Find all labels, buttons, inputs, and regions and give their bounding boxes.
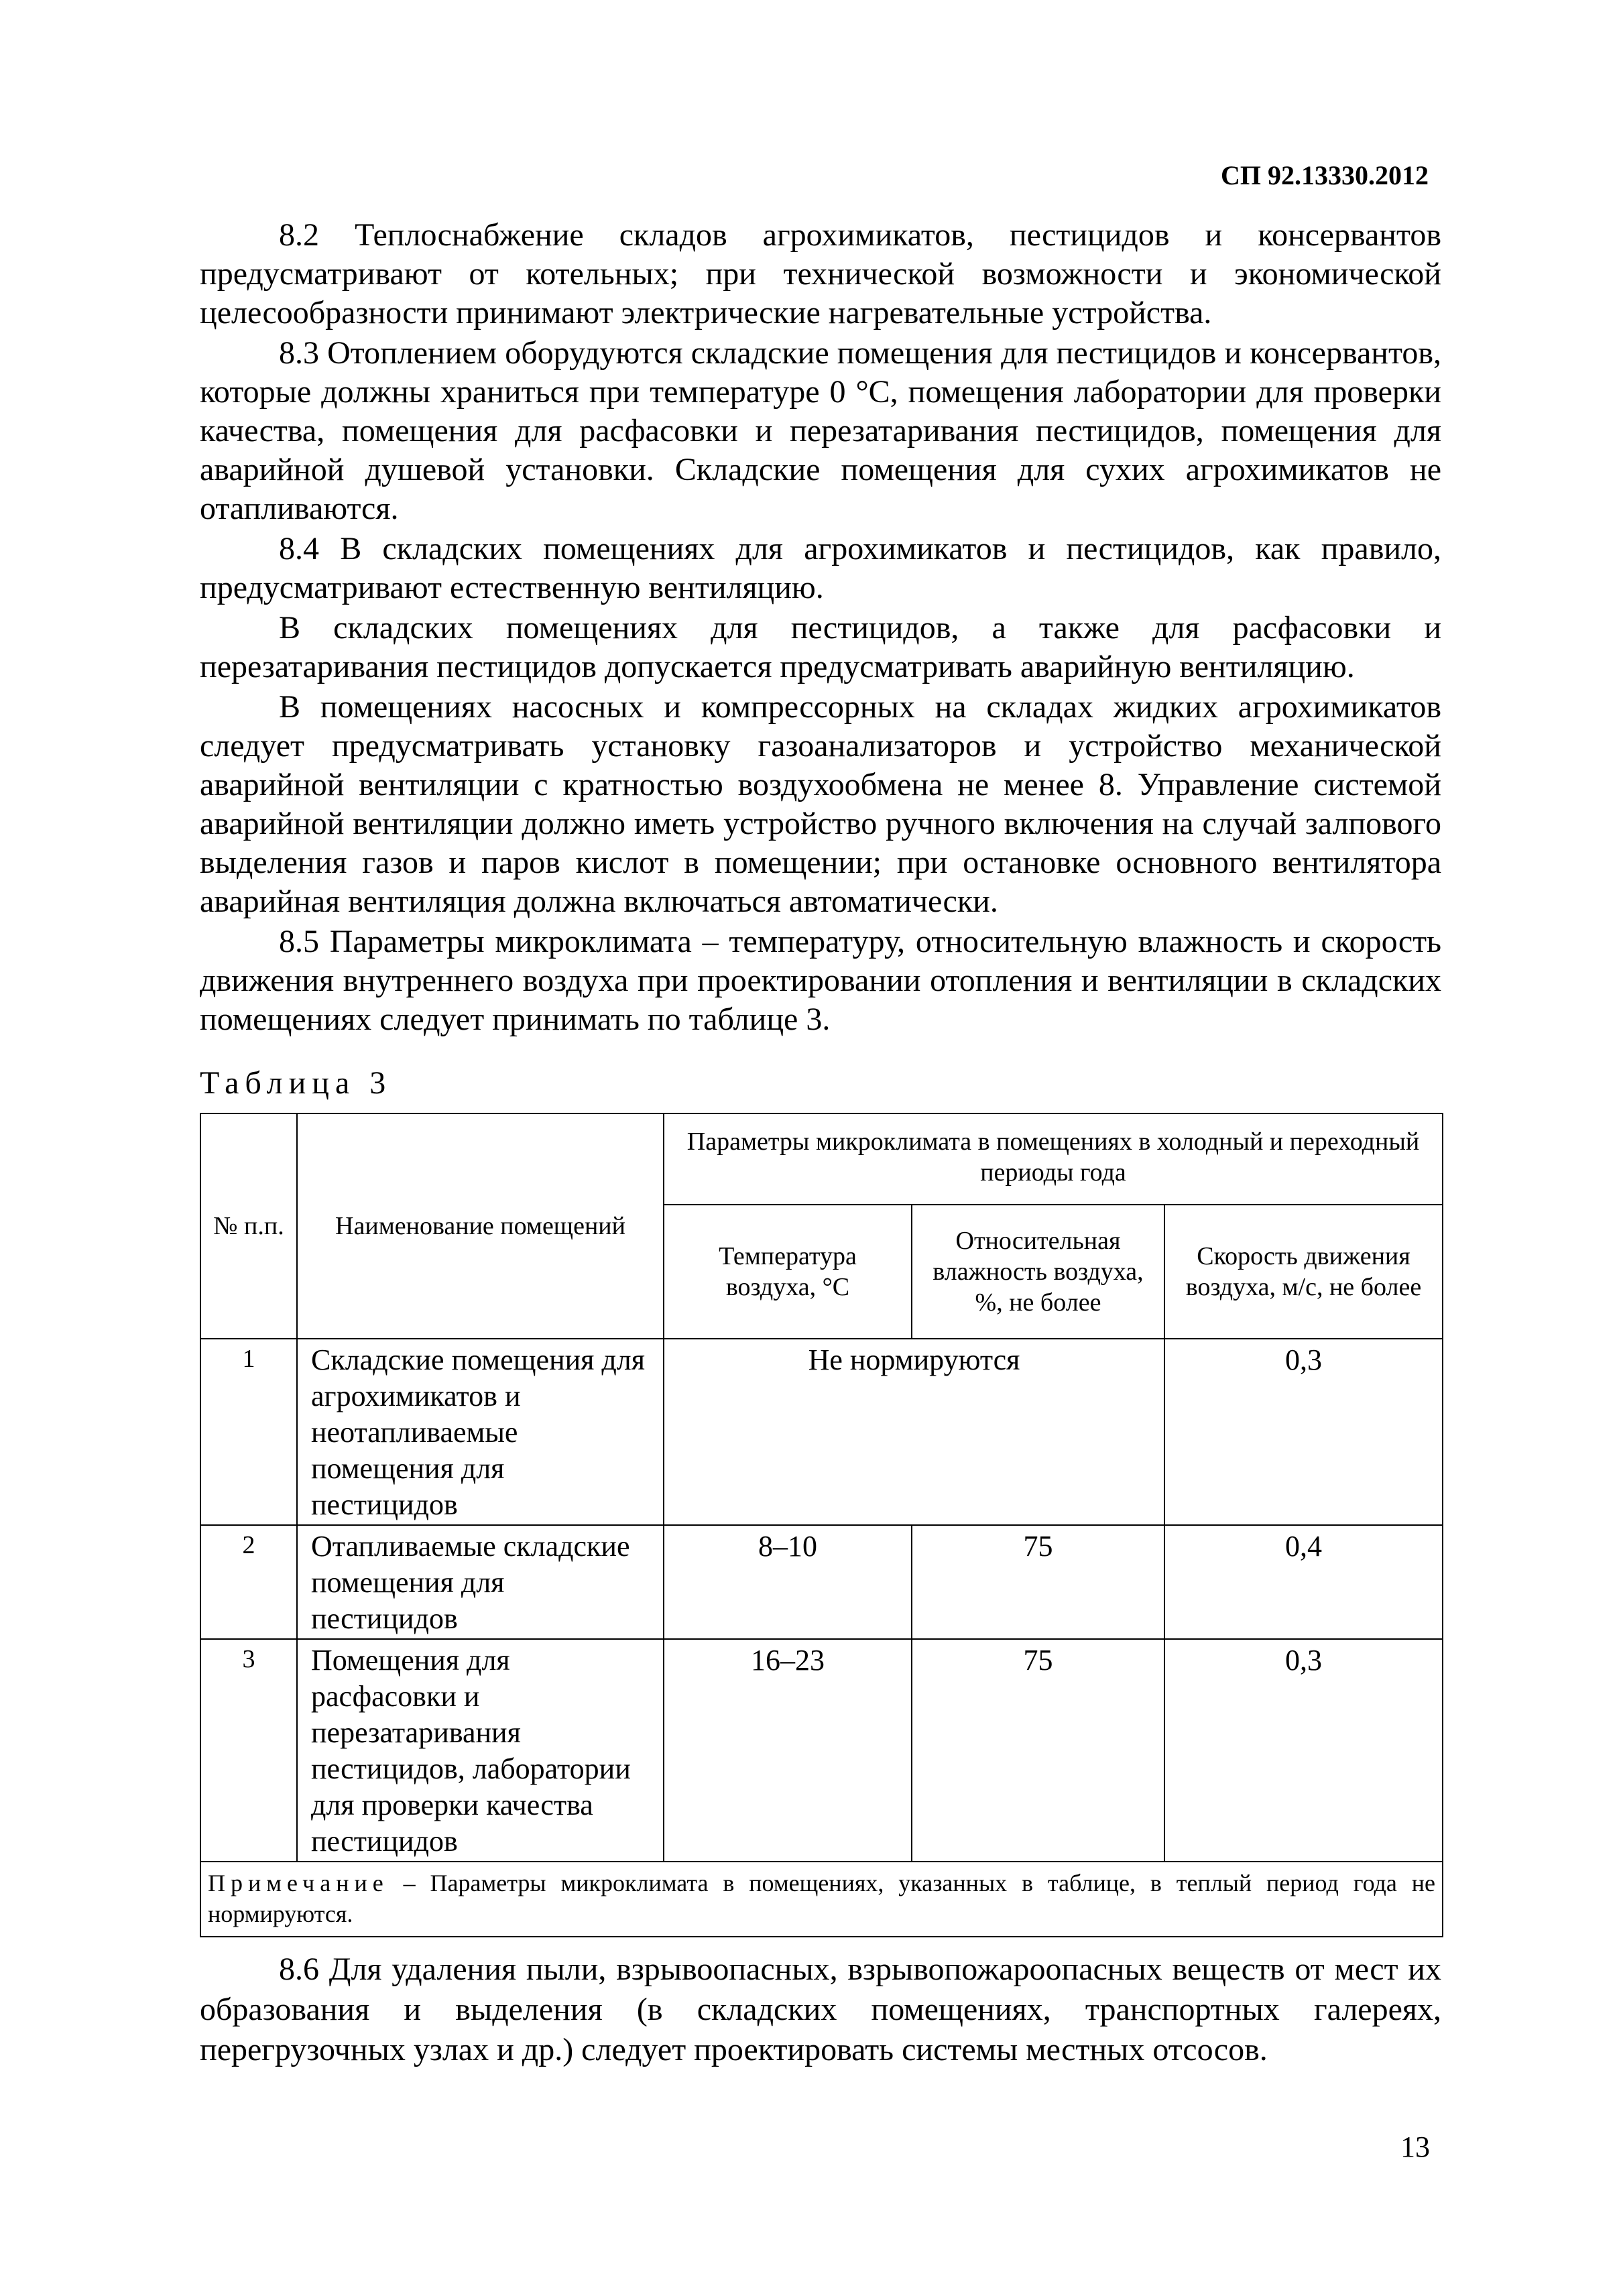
row-humidity: 75 <box>912 1639 1164 1862</box>
header-speed: Скорость движения воздуха, м/с, не более <box>1164 1205 1443 1339</box>
row-num: 3 <box>200 1639 297 1862</box>
table-row <box>200 1525 1443 1639</box>
paragraph-8-4: 8.4 В складских помещениях для агрохимикатов и пестицидов, как правило, предусматривают естественную вентиляцию. <box>200 531 1441 605</box>
table-caption: Таблица 3 <box>200 1065 392 1101</box>
table-note <box>200 1862 1443 1937</box>
paragraph-8-4-c: В помещениях насосных и компрессорных на складах жидких агрохимикатов следует предусматривать установку газоанализаторов и устройство механической аварийной вентиляции с кратностью воздухообмена не менее 8. Управление системой аварийной вентиляции должно иметь устройство ручного включения на случай залпового выделения газов и паров кислот в помещении; при остановке основного вентилятора аварийная вентиляция должна включаться автоматически. <box>200 689 1441 919</box>
body-text <box>200 216 1441 1040</box>
row-num: 2 <box>200 1525 297 1639</box>
row-humidity: 75 <box>912 1525 1164 1639</box>
row-name: Помещения для расфасовки и перезатаривания пестицидов, лаборатории для проверки качества пестицидов <box>297 1639 664 1862</box>
note-text: – Параметры микроклимата в помещениях, указанных в таблице, в теплый период года не нормируются. <box>208 1870 1435 1927</box>
row-temp: 16–23 <box>664 1639 912 1862</box>
header-humidity: Относительная влажность воздуха, %, не более <box>912 1205 1164 1339</box>
table-row <box>200 1339 1443 1525</box>
row-speed: 0,4 <box>1164 1525 1443 1639</box>
row-speed: 0,3 <box>1164 1339 1443 1525</box>
row-name: Отапливаемые складские помещения для пестицидов <box>297 1525 664 1639</box>
row-num: 1 <box>200 1339 297 1525</box>
row-speed: 0,3 <box>1164 1639 1443 1862</box>
page-number: 13 <box>1400 2130 1430 2163</box>
paragraph-8-3: 8.3 Отоплением оборудуются складские помещения для пестицидов и консервантов, которые должны храниться при температуре 0 °С, помещения лаборатории для проверки качества, помещения для расфасовки и перезатаривания пестицидов, помещения для аварийной душевой установки. Складские помещения для сухих агрохимикатов не отапливаются. <box>200 335 1441 526</box>
table-row <box>200 1639 1443 1862</box>
document-code: СП 92.13330.2012 <box>1221 160 1429 190</box>
header-temp: Температура воздуха, °С <box>664 1205 912 1339</box>
row-name: Складские помещения для агрохимикатов и неотапливаемые помещения для пестицидов <box>297 1339 664 1525</box>
paragraph-8-2: 8.2 Теплоснабжение складов агрохимикатов, пестицидов и консервантов предусматривают от котельных; при технической возможности и экономической целесообразности принимают электрические нагревательные устройства. <box>200 217 1441 330</box>
header-num: № п.п. <box>200 1113 297 1339</box>
paragraph-8-4-b: В складских помещениях для пестицидов, а также для расфасовки и перезатаривания пестицидов допускается предусматривать аварийную вентиляцию. <box>200 610 1441 684</box>
paragraph-8-6: 8.6 Для удаления пыли, взрывоопасных, взрывопожароопасных веществ от мест их образования и выделения (в складских помещениях, транспортных галереях, перегрузочных узлах и др.) следует проектировать системы местных отсосов. <box>200 1951 1441 2067</box>
row-merged-value: Не нормируются <box>664 1339 1164 1525</box>
header-name: Наименование помещений <box>297 1113 664 1339</box>
paragraph-8-5: 8.5 Параметры микроклимата – температуру, относительную влажность и скорость движения внутреннего воздуха при проектировании отопления и вентиляции в складских помещениях следует принимать по таблице 3. <box>200 924 1441 1037</box>
microclimate-table <box>200 1113 1443 1937</box>
note-label: Примечание <box>208 1870 389 1896</box>
header-group: Параметры микроклимата в помещениях в холодный и переходный периоды года <box>664 1113 1443 1205</box>
table-header-row <box>200 1113 1443 1205</box>
row-temp: 8–10 <box>664 1525 912 1639</box>
table-note-row <box>200 1862 1443 1937</box>
body-text-after-table <box>200 1949 1441 2070</box>
